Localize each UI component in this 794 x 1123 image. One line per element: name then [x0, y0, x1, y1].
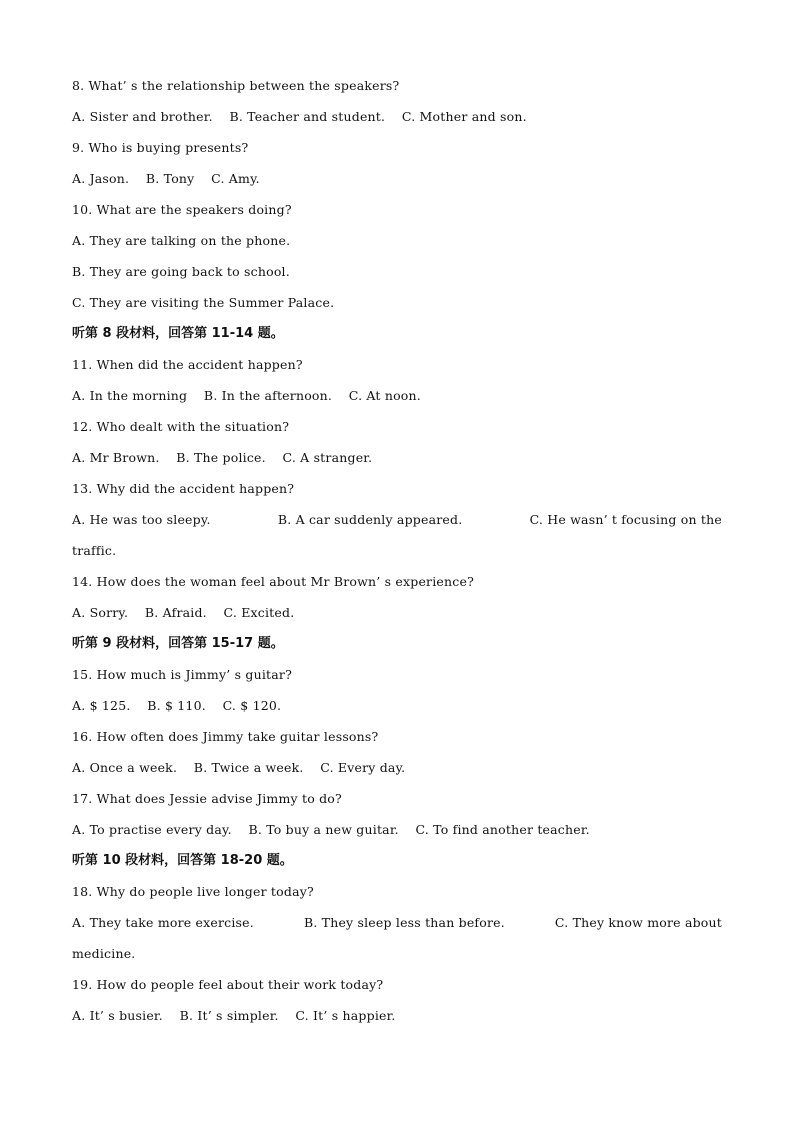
section-heading-8: 听第 8 段材料，回答第 11-14 题。 — [72, 326, 284, 341]
question-18-option-b: B. They sleep less than before. — [303, 915, 505, 930]
question-19-options: A. It’ s busier. B. It’ s simpler. C. It’ s happier. — [72, 1008, 396, 1023]
question-15-options: A. $ 125. B. $ 110. C. $ 120. — [72, 698, 282, 713]
question-8: 8. What’ s the relationship between the speakers? — [72, 78, 400, 93]
question-10: 10. What are the speakers doing? — [72, 202, 292, 217]
question-13-options — [72, 504, 722, 535]
question-15: 15. How much is Jimmy’ s guitar? — [72, 667, 292, 682]
question-10-option-b: B. They are going back to school. — [72, 264, 290, 279]
question-10-option-a: A. They are talking on the phone. — [72, 233, 291, 248]
question-12: 12. Who dealt with the situation? — [72, 419, 290, 434]
question-9: 9. Who is buying presents? — [72, 140, 249, 155]
question-18-option-c: C. They know more about — [554, 915, 722, 930]
question-13-option-c: C. He wasn’ t focusing on the — [529, 512, 722, 527]
question-14: 14. How does the woman feel about Mr Brown’ s experience? — [72, 574, 474, 589]
question-19: 19. How do people feel about their work today? — [72, 977, 384, 992]
question-11: 11. When did the accident happen? — [72, 357, 303, 372]
question-18-option-c-continued: medicine. — [72, 946, 136, 961]
section-heading-10: 听第 10 段材料，回答第 18-20 题。 — [72, 853, 293, 868]
question-17: 17. What does Jessie advise Jimmy to do? — [72, 791, 342, 806]
question-13: 13. Why did the accident happen? — [72, 481, 295, 496]
question-10-option-c: C. They are visiting the Summer Palace. — [72, 295, 335, 310]
section-heading-9: 听第 9 段材料，回答第 15-17 题。 — [72, 636, 284, 651]
question-13-option-c-continued: traffic. — [72, 543, 117, 558]
question-16-options: A. Once a week. B. Twice a week. C. Every day. — [72, 760, 406, 775]
question-16: 16. How often does Jimmy take guitar lessons? — [72, 729, 379, 744]
question-11-options: A. In the morning B. In the afternoon. C. At noon. — [72, 388, 421, 403]
question-13-option-a: A. He was too sleepy. — [72, 512, 211, 527]
question-17-options: A. To practise every day. B. To buy a new guitar. C. To find another teacher. — [72, 822, 590, 837]
question-18-options — [72, 907, 722, 938]
question-14-options: A. Sorry. B. Afraid. C. Excited. — [72, 605, 295, 620]
question-12-options: A. Mr Brown. B. The police. C. A stranger. — [72, 450, 373, 465]
question-18-option-a: A. They take more exercise. — [72, 915, 254, 930]
question-13-option-b: B. A car suddenly appeared. — [277, 512, 463, 527]
question-8-options: A. Sister and brother. B. Teacher and student. C. Mother and son. — [72, 109, 527, 124]
question-9-options: A. Jason. B. Tony C. Amy. — [72, 171, 260, 186]
question-18: 18. Why do people live longer today? — [72, 884, 314, 899]
exam-page — [72, 70, 722, 1031]
